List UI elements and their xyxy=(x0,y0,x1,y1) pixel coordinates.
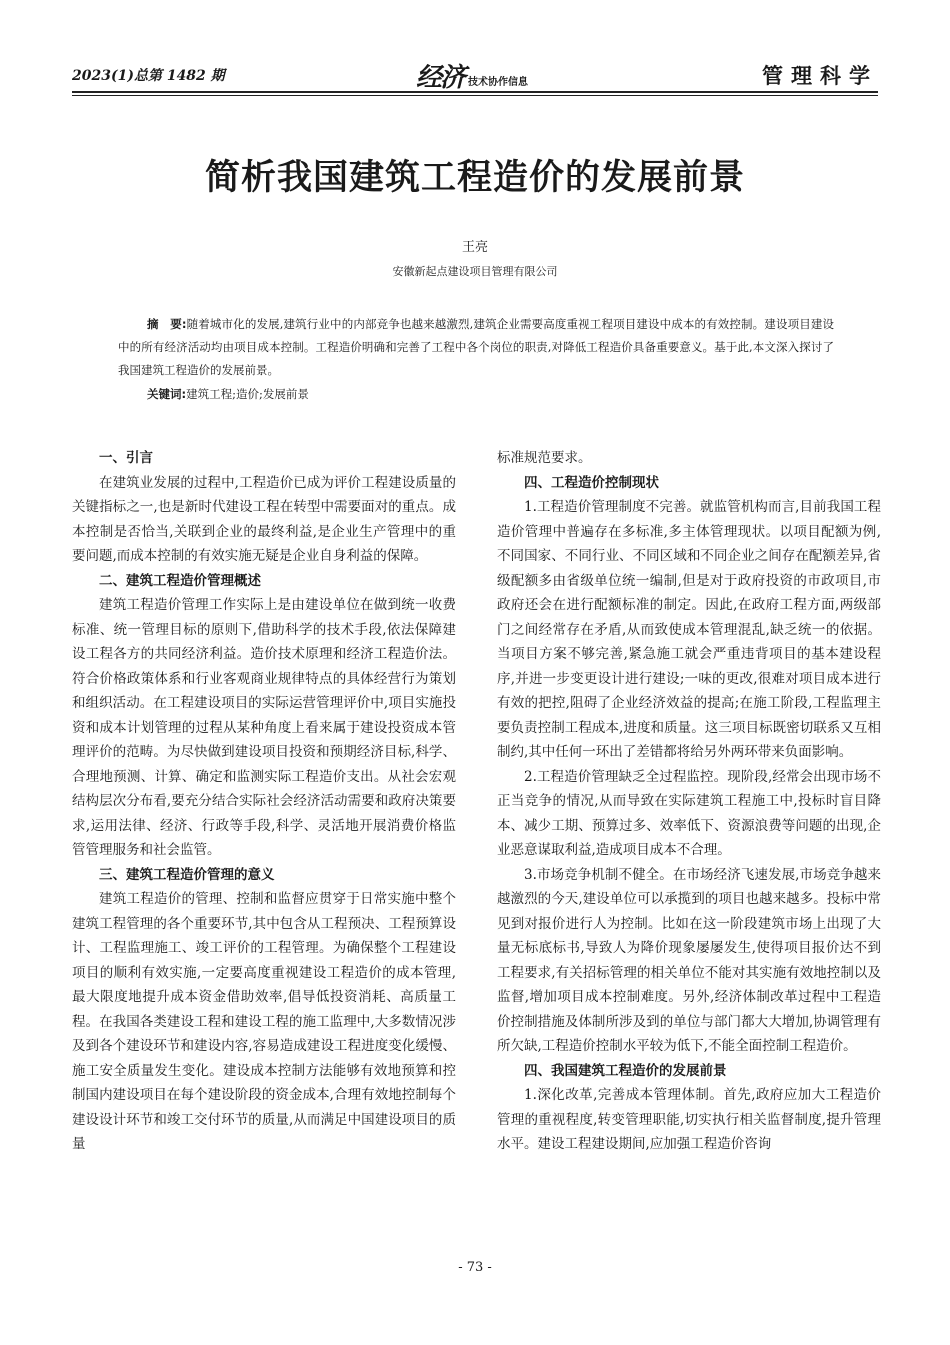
journal-logo-sub: 技术协作信息 xyxy=(468,77,529,88)
body-paragraph: 在建筑业发展的过程中,工程造价已成为评价工程建设质量的关键指标之一,也是新时代建设工程在转型中需要面对的重点。成本控制是否恰当,关联到企业的最终利益,是企业生产管理中的重要问题,而成本控制的有效实施无疑是企业自身利益的保障。 xyxy=(72,474,456,564)
article-title: 简析我国建筑工程造价的发展前景 xyxy=(204,158,745,198)
body-paragraph: 1.工程造价管理制度不完善。就监管机构而言,目前我国工程造价管理中普遍存在多标准,多主体管理现状。以项目配额为例,不同国家、不同行业、不同区域和不同企业之间存在配额差异,省级配额多由省级单位统一编制,但是对于政府投资的市政项目,市政府还会在进行配额标准的制定。因此,在政府工程方面,两级部门之间经常存在矛盾,从而致使成本管理混乱,缺乏统一的依据。当项目方案不够完善,紧急施工就会严重违背项目的基本建设程序,并进一步变更设计进行建设;一味的更改,很难对项目成本进行有效的把控,阻碍了企业经济效益的提高;在施工阶段,工程监理主要负责控制工程成本,进度和质量。这三项目标既密切联系又互相制约,其中任何一环出了差错都将给另外两环带来负面影响。 xyxy=(497,499,881,760)
left-column xyxy=(72,446,456,1157)
body-paragraph: 3.市场竞争机制不健全。在市场经济飞速发展,市场竞争越来越激烈的今天,建设单位可以承揽到的项目也越来越多。投标中常见到对报价进行人为控制。比如在这一阶段建筑市场上出现了大量无标底标书,导致人为降价现象屡屡发生,使得项目报价达不到工程要求,有关招标管理的相关单位不能对其实施有效地控制以及监督,增加项目成本控制难度。另外,经济体制改革过程中工程造价控制措施及体制所涉及到的单位与部门都大大增加,协调管理有所欠缺,工程造价控制水平较为低下,不能全面控制工程造价。 xyxy=(497,866,881,1054)
author: 王亮 xyxy=(461,240,488,255)
abstract-text: 随着城市化的发展,建筑行业中的内部竞争也越来越激烈,建筑企业需要高度重视工程项目建设中成本的有效控制。建设项目建设中的所有经济活动均由项目成本控制。工程造价明确和完善了工程中各个岗位的职责,对降低工程造价具备重要意义。基于此,本文深入探讨了我国建筑工程造价的发展前景。 xyxy=(118,317,834,377)
section-heading: 四、我国建筑工程造价的发展前景 xyxy=(524,1062,727,1079)
journal-logo-main: 经济 xyxy=(416,63,465,93)
body-paragraph-continued: 标准规范要求。 xyxy=(497,450,592,466)
abstract-label: 摘 要: xyxy=(147,317,187,331)
keywords-text: 建筑工程;造价;发展前景 xyxy=(186,387,309,401)
page-number: - 73 - xyxy=(458,1260,492,1275)
section-heading: 四、工程造价控制现状 xyxy=(524,474,659,491)
header-rule-thin xyxy=(72,95,878,96)
body-paragraph: 1.深化改革,完善成本管理体制。首先,政府应加大工程造价管理的重视程度,转变管理职能,切实执行相关监督制度,提升管理水平。建设工程建设期间,应加强工程造价咨询 xyxy=(497,1087,881,1152)
section-heading: 三、建筑工程造价管理的意义 xyxy=(99,866,275,883)
issue-number: 2023(1)总第 1482 期 xyxy=(72,68,225,84)
keywords-label: 关键词: xyxy=(147,387,187,401)
body-paragraph: 建筑工程造价管理工作实际上是由建设单位在做到统一收费标准、统一管理目标的原则下,借助科学的技术手段,依法保障建设工程各方的共同经济利益。造价技术原理和经济工程造价法。符合价格政策体系和行业客观商业规律特点的具体经营行为策划和组织活动。在工程建设项目的实际运营管理评价中,项目实施投资和成本计划管理的过程从某种角度上看来属于建设投资成本管理评价的范畴。为尽快做到建设项目投资和预期经济目标,科学、合理地预测、计算、确定和监测实际工程造价支出。从社会宏观结构层次分布看,要充分结合实际社会经济活动需要和政府决策要求,运用法律、经济、行政等手段,科学、灵活地开展消费价格监管管理服务和社会监管。 xyxy=(72,597,456,858)
section-name: 管理科学 xyxy=(762,63,878,88)
journal-logo xyxy=(416,56,528,92)
body-paragraph: 建筑工程造价的管理、控制和监督应贯穿于日常实施中整个建筑工程管理的各个重要环节,其中包含从工程预决、工程预算设计、工程监理施工、竣工评价的工程管理。为确保整个工程建设项目的顺利有效实施,一定要高度重视建设工程造价的成本管理,最大限度地提升成本资金借助效率,倡导低投资消耗、高质量工程。在我国各类建设工程和建设工程的施工监理中,大多数情况涉及到各个建设环节和建设内容,容易造成建设工程进度变化缓慢、施工安全质量发生变化。建设成本控制方法能够有效地预算和控制国内建设项目在每个建设阶段的资金成本,合理有效地控制每个建设设计环节和竣工交付环节的质量,从而满足中国建设项目的质量 xyxy=(72,891,456,1152)
right-column xyxy=(497,446,881,1157)
running-header xyxy=(72,56,878,96)
header-rule-thick xyxy=(72,91,878,93)
section-heading: 一、引言 xyxy=(99,450,153,466)
abstract xyxy=(118,313,834,382)
keywords xyxy=(147,383,827,406)
section-heading: 二、建筑工程造价管理概述 xyxy=(99,572,261,589)
affiliation: 安徽新起点建设项目管理有限公司 xyxy=(392,265,558,278)
body-paragraph: 2.工程造价管理缺乏全过程监控。现阶段,经常会出现市场不正当竞争的情况,从而导致在实际建筑工程施工中,投标时盲目降本、减少工期、预算过多、效率低下、资源浪费等问题的出现,企业恶意谋取利益,造成项目成本不合理。 xyxy=(497,768,881,858)
